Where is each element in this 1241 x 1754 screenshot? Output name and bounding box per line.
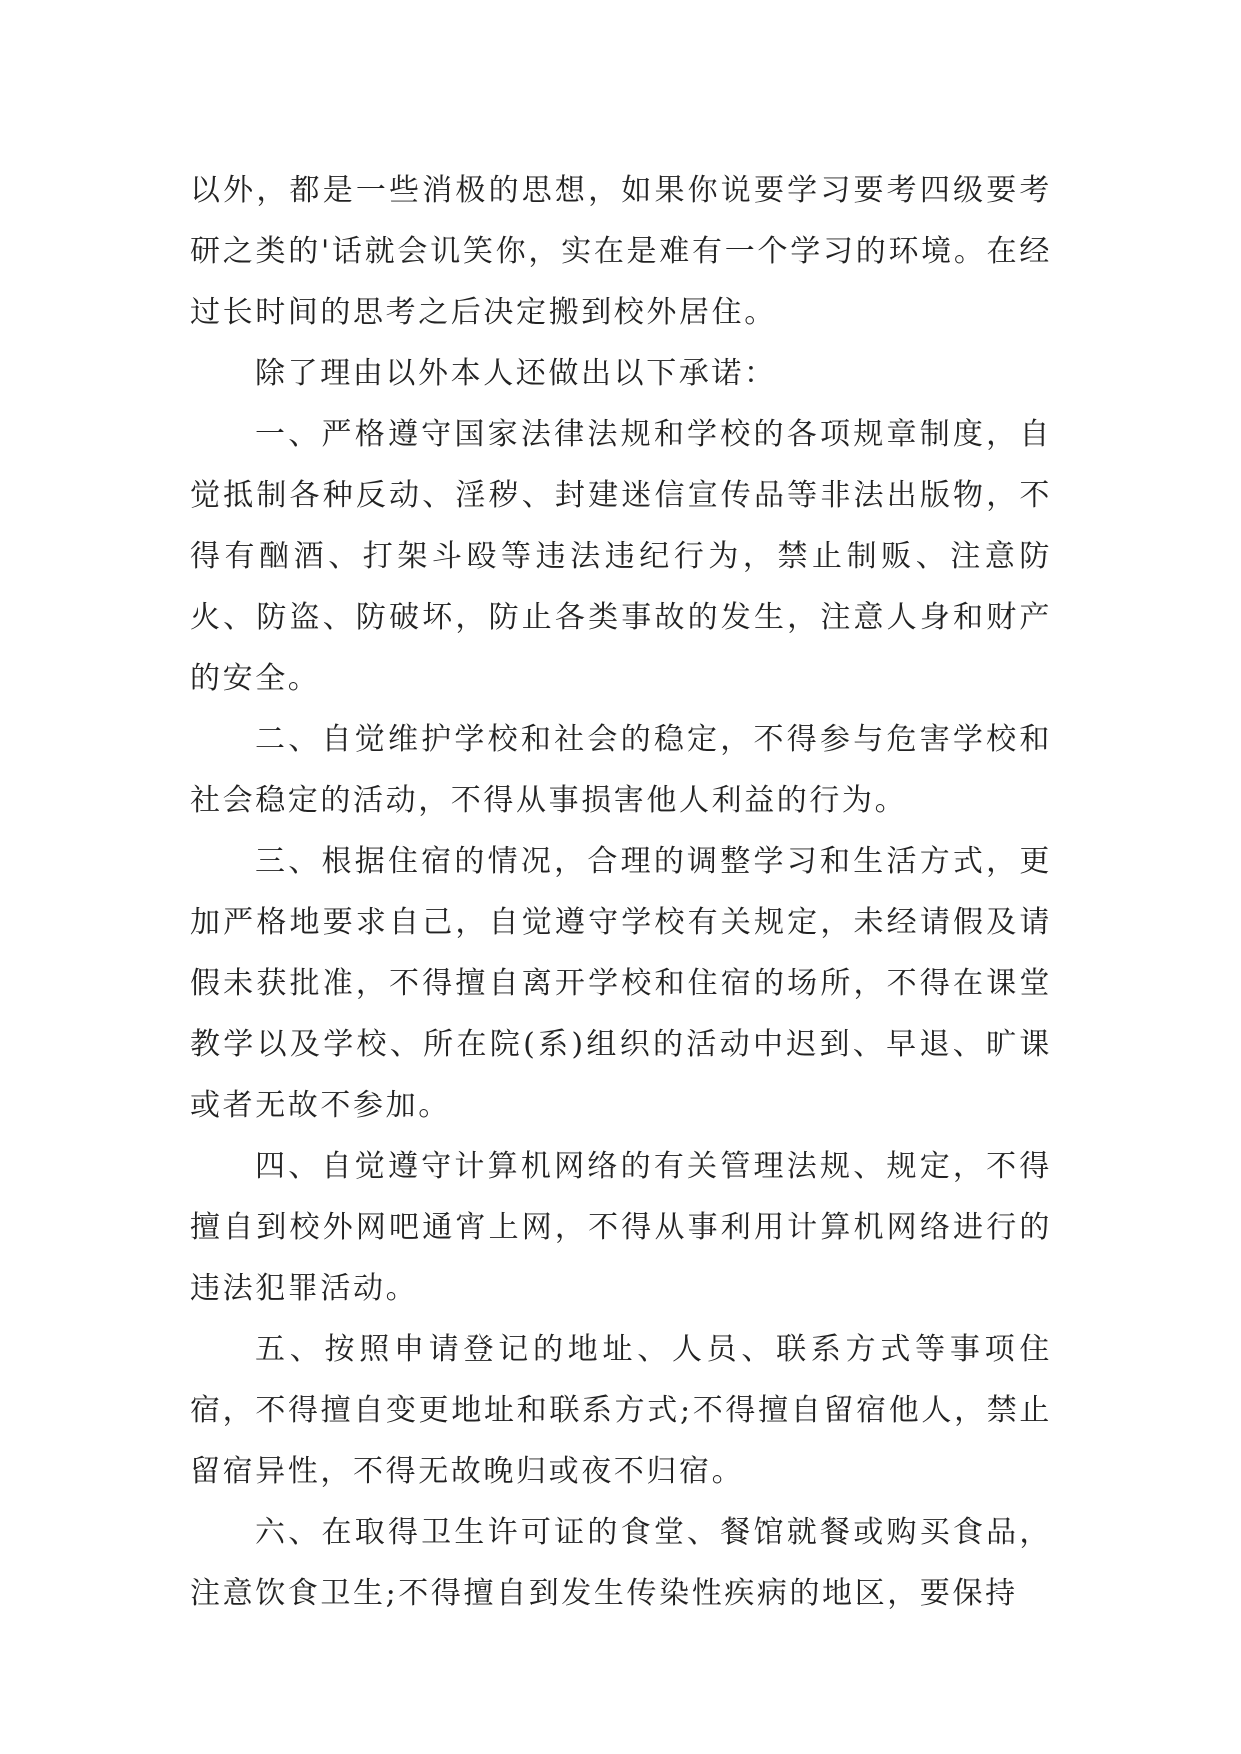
document-page	[190, 160, 1052, 1624]
paragraph-8: 六、在取得卫生许可证的食堂、餐馆就餐或购买食品，注意饮食卫生;不得擅自到发生传染性疾病的地区，要保持	[190, 1515, 1052, 1611]
paragraph-6: 四、自觉遵守计算机网络的有关管理法规、规定，不得擅自到校外网吧通宵上网，不得从事利用计算机网络进行的违法犯罪活动。	[190, 1149, 1052, 1306]
paragraph-7: 五、按照申请登记的地址、人员、联系方式等事项住宿，不得擅自变更地址和联系方式;不得擅自留宿他人，禁止留宿异性，不得无故晚归或夜不归宿。	[190, 1332, 1052, 1489]
paragraph-2: 除了理由以外本人还做出以下承诺：	[255, 356, 777, 391]
paragraph-1: 以外，都是一些消极的思想，如果你说要学习要考四级要考研之类的'话就会讥笑你，实在是难有一个学习的环境。在经过长时间的思考之后决定搬到校外居住。	[190, 173, 1052, 330]
paragraph-4: 二、自觉维护学校和社会的稳定，不得参与危害学校和社会稳定的活动，不得从事损害他人利益的行为。	[190, 722, 1052, 818]
paragraph-3: 一、严格遵守国家法律法规和学校的各项规章制度，自觉抵制各种反动、淫秽、封建迷信宣传品等非法出版物，不得有酗酒、打架斗殴等违法违纪行为，禁止制贩、注意防火、防盗、防破坏，防止各类事故的发生，注意人身和财产的安全。	[190, 417, 1052, 696]
paragraph-5: 三、根据住宿的情况，合理的调整学习和生活方式，更加严格地要求自己，自觉遵守学校有关规定，未经请假及请假未获批准，不得擅自离开学校和住宿的场所，不得在课堂教学以及学校、所在院(系)组织的活动中迟到、早退、旷课或者无故不参加。	[190, 844, 1052, 1123]
